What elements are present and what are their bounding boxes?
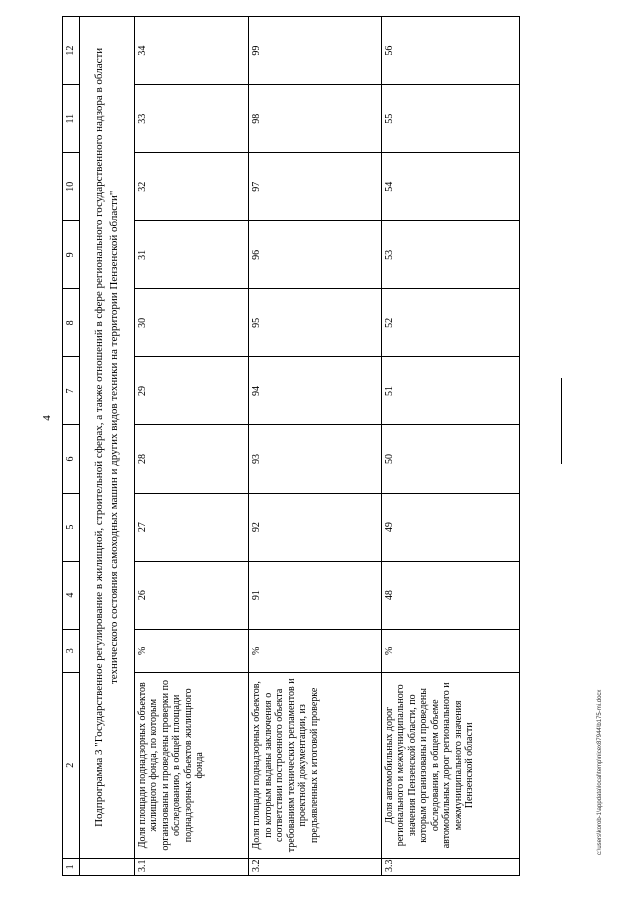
column-number: 1 bbox=[63, 858, 80, 875]
value-cell: 29 bbox=[134, 357, 249, 425]
unit-cell: % bbox=[134, 629, 249, 672]
row-index: 3.3 bbox=[381, 858, 519, 875]
row-index: 3.1 bbox=[134, 858, 249, 875]
value-cell: 48 bbox=[381, 561, 519, 629]
column-number: 2 bbox=[63, 672, 80, 858]
value-cell: 53 bbox=[381, 221, 519, 289]
vertical-rule bbox=[561, 378, 562, 464]
column-number: 3 bbox=[63, 629, 80, 672]
value-cell: 97 bbox=[249, 153, 381, 221]
indicator-name: Доля автомобильных дорог регионального и межмуниципального значения Пензенской области, по которым организованы и проведены обследования, в общем объеме автомобильных дорог регионального и межмуниципального значения Пензенской области bbox=[381, 672, 519, 858]
value-cell: 49 bbox=[381, 493, 519, 561]
table-row bbox=[381, 17, 519, 876]
value-cell: 98 bbox=[249, 85, 381, 153]
indicator-name: Доля площади поднадзорных объектов, по которым выданы заключения о соответствии построенного объекта требованиям технических регламентов и проектной документации, из предъявленных к итоговой проверке bbox=[249, 672, 381, 858]
value-cell: 34 bbox=[134, 17, 249, 85]
unit-cell: % bbox=[249, 629, 381, 672]
value-cell: 54 bbox=[381, 153, 519, 221]
column-number: 7 bbox=[63, 357, 80, 425]
value-cell: 33 bbox=[134, 85, 249, 153]
rotated-table-container bbox=[62, 16, 520, 876]
value-cell: 99 bbox=[249, 17, 381, 85]
value-cell: 32 bbox=[134, 153, 249, 221]
value-cell: 55 bbox=[381, 85, 519, 153]
value-cell: 52 bbox=[381, 289, 519, 357]
value-cell: 51 bbox=[381, 357, 519, 425]
value-cell: 96 bbox=[249, 221, 381, 289]
value-cell: 91 bbox=[249, 561, 381, 629]
indicator-name: Доля площади поднадзорных объектов жилищного фонда, по которым организованы и проведены проверки по обследованию, в общей площади поднадзорных объектов жилищного фонда bbox=[134, 672, 249, 858]
subprogram-row bbox=[79, 17, 134, 876]
subprogram-title: Подпрограмма 3 "Государственное регулирование в жилищной, строительной сферах, а также отношений в сфере регионального государственного надзора в области технического состояния самоходных машин и других видов техники на территории Пензенской области" bbox=[79, 17, 134, 859]
footer-file-path: c:\users\korob-1\appdata\local\temp\nicex87944\b175-mi.docx bbox=[597, 689, 603, 855]
value-cell: 93 bbox=[249, 425, 381, 493]
column-number: 4 bbox=[63, 561, 80, 629]
value-cell: 30 bbox=[134, 289, 249, 357]
indicator-table bbox=[62, 16, 520, 876]
value-cell: 56 bbox=[381, 17, 519, 85]
table-row bbox=[134, 17, 249, 876]
column-number: 11 bbox=[63, 85, 80, 153]
unit-cell: % bbox=[381, 629, 519, 672]
column-numbers-row bbox=[63, 17, 80, 876]
column-number: 8 bbox=[63, 289, 80, 357]
value-cell: 31 bbox=[134, 221, 249, 289]
column-number: 9 bbox=[63, 221, 80, 289]
value-cell: 27 bbox=[134, 493, 249, 561]
column-number: 5 bbox=[63, 493, 80, 561]
table-row bbox=[249, 17, 381, 876]
empty-cell bbox=[79, 858, 134, 875]
column-number: 10 bbox=[63, 153, 80, 221]
value-cell: 28 bbox=[134, 425, 249, 493]
column-number: 6 bbox=[63, 425, 80, 493]
value-cell: 94 bbox=[249, 357, 381, 425]
row-index: 3.2 bbox=[249, 858, 381, 875]
value-cell: 95 bbox=[249, 289, 381, 357]
page-number: 4 bbox=[40, 415, 53, 421]
column-number: 12 bbox=[63, 17, 80, 85]
value-cell: 92 bbox=[249, 493, 381, 561]
value-cell: 50 bbox=[381, 425, 519, 493]
value-cell: 26 bbox=[134, 561, 249, 629]
